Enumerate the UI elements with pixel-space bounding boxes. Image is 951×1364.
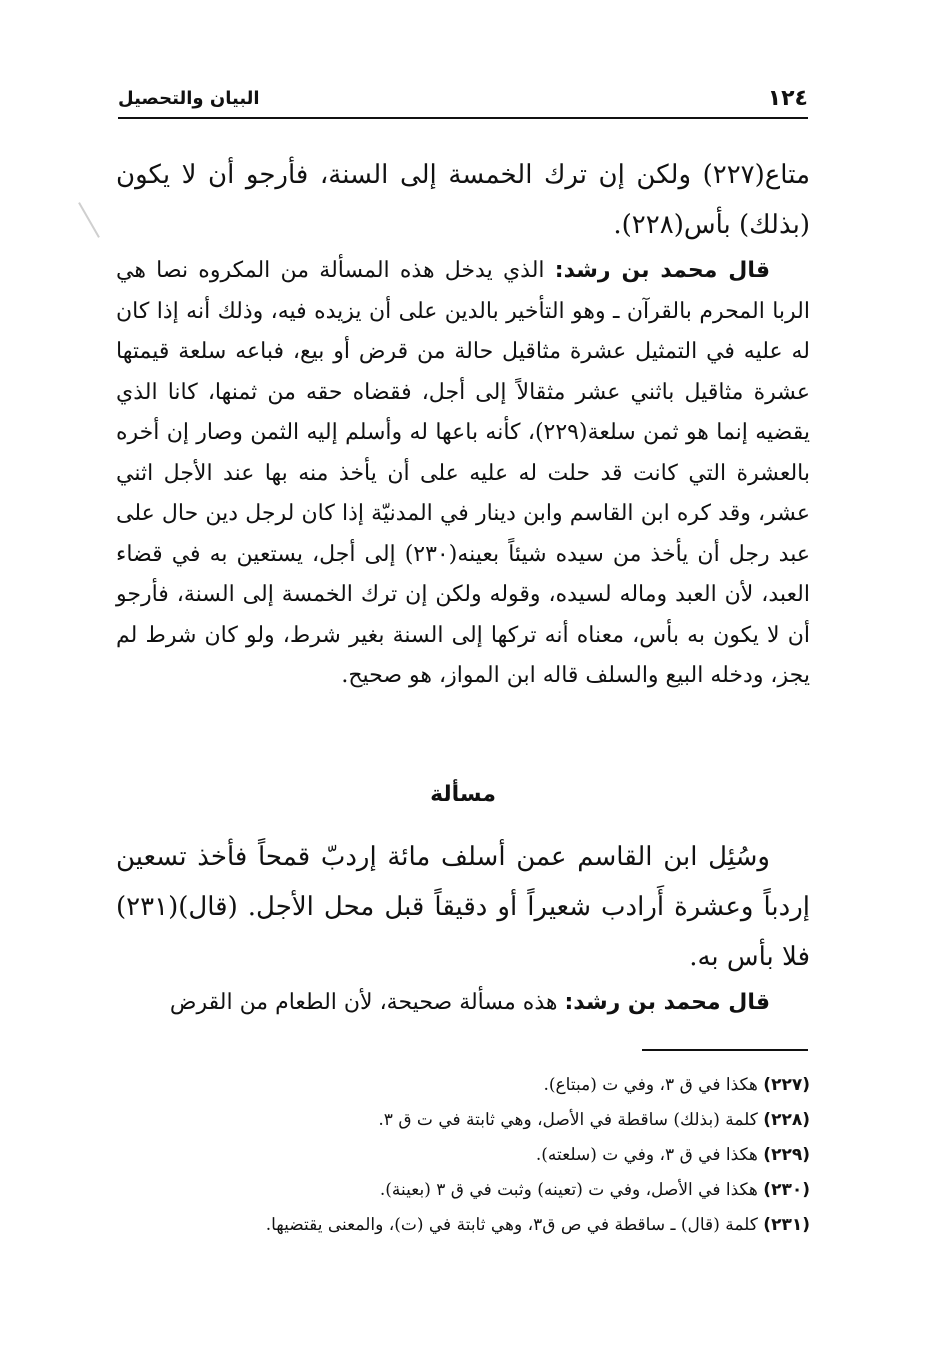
paragraph-1	[116, 150, 810, 250]
footnote-228	[116, 1103, 810, 1138]
footnote-text: كلمة (قال) ـ ساقطة في ص ق٣، وهي ثابتة في (ت)، والمعنى يقتضيها.	[265, 1215, 764, 1235]
paragraph-3	[116, 832, 810, 982]
page-number: ١٢٤	[767, 86, 808, 111]
footnote-number: (٢٣٠)	[763, 1180, 810, 1200]
paragraph-4-text: هذه مسألة صحيحة، لأن الطعام من القرض	[169, 990, 565, 1015]
footnote-text: كلمة (بذلك) ساقطة في الأصل، وهي ثابتة في ت ق ٣.	[378, 1110, 764, 1130]
paragraph-4-lead: قال محمد بن رشد:	[564, 990, 770, 1015]
paragraph-3-text: وسُئِل ابن القاسم عمن أسلف مائة إردبّ قمحاً فأخذ تسعين إردباً وعشرة أَرادب شعيراً أو دقيقاً قبل محل الأجل. (قال)(٢٣١) فلا بأس به.	[116, 842, 810, 972]
footnote-text: هكذا في ق ٣، وفي ت (سلعته).	[535, 1145, 764, 1165]
footnote-229	[116, 1138, 810, 1173]
margin-mark	[78, 202, 100, 238]
header-rule	[118, 117, 808, 119]
footnotes	[116, 1068, 810, 1243]
footnote-231	[116, 1208, 810, 1243]
paragraph-2	[116, 251, 810, 697]
footnote-number: (٢٢٧)	[763, 1075, 810, 1095]
footnote-rule	[642, 1049, 808, 1051]
footnote-227	[116, 1068, 810, 1103]
section-title: مسألة	[430, 782, 496, 807]
paragraph-1-text: متاع(٢٢٧) ولكن إن ترك الخمسة إلى السنة، فأرجو أن لا يكون (بذلك) بأس(٢٢٨).	[116, 160, 810, 240]
footnote-number: (٢٣١)	[763, 1215, 810, 1235]
footnote-text: هكذا في الأصل، وفي ت (تعينه) وثبت في ق ٣ (بعينة).	[379, 1180, 764, 1200]
footnote-number: (٢٢٩)	[763, 1145, 810, 1165]
footnote-text: هكذا في ق ٣، وفي ت (مبتاع).	[543, 1075, 764, 1095]
running-title: البيان والتحصيل	[118, 88, 260, 109]
paragraph-2-text: الذي يدخل هذه المسألة من المكروه نصا هي الربا المحرم بالقرآن ـ وهو التأخير بالدين على أن يزيده فيه، وذلك أنه إذا كان له عليه في التمثيل عشرة مثاقيل حالة من قرض أو بيع، فباعه سلعة قيمتها عشرة مثاقيل باثني عشر مثقالاً إلى أجل، فقضاه حقه من ثمنها، كانا الذي يقضيه إنما هو ثمن سلعة(٢٢٩)، كأنه باعها له وأسلم إليه الثمن وصار إن أخره بالعشرة التي كانت قد حلت له عليه على أن يأخذ منه بها عند الأجل اثني عشر، وقد كره ابن القاسم وابن دينار في المدنيّة إذا كان لرجل دين حال على عبد رجل أن يأخذ من سيده شيئاً بعينه(٢٣٠) إلى أجل، يستعين به في قضاء العبد، لأن العبد وماله لسيده، وقوله ولكن إن ترك الخمسة إلى السنة، فأرجو أن لا يكون به بأس، معناه أنه تركها إلى السنة بغير شرط، ولو كان شرط لم يجز، ودخله البيع والسلف قاله ابن المواز، هو صحيح.	[116, 258, 810, 688]
paragraph-4	[116, 978, 810, 1028]
footnote-230	[116, 1173, 810, 1208]
footnote-number: (٢٢٨)	[763, 1110, 810, 1130]
page-header	[118, 78, 808, 118]
paragraph-2-lead: قال محمد بن رشد:	[554, 258, 771, 283]
